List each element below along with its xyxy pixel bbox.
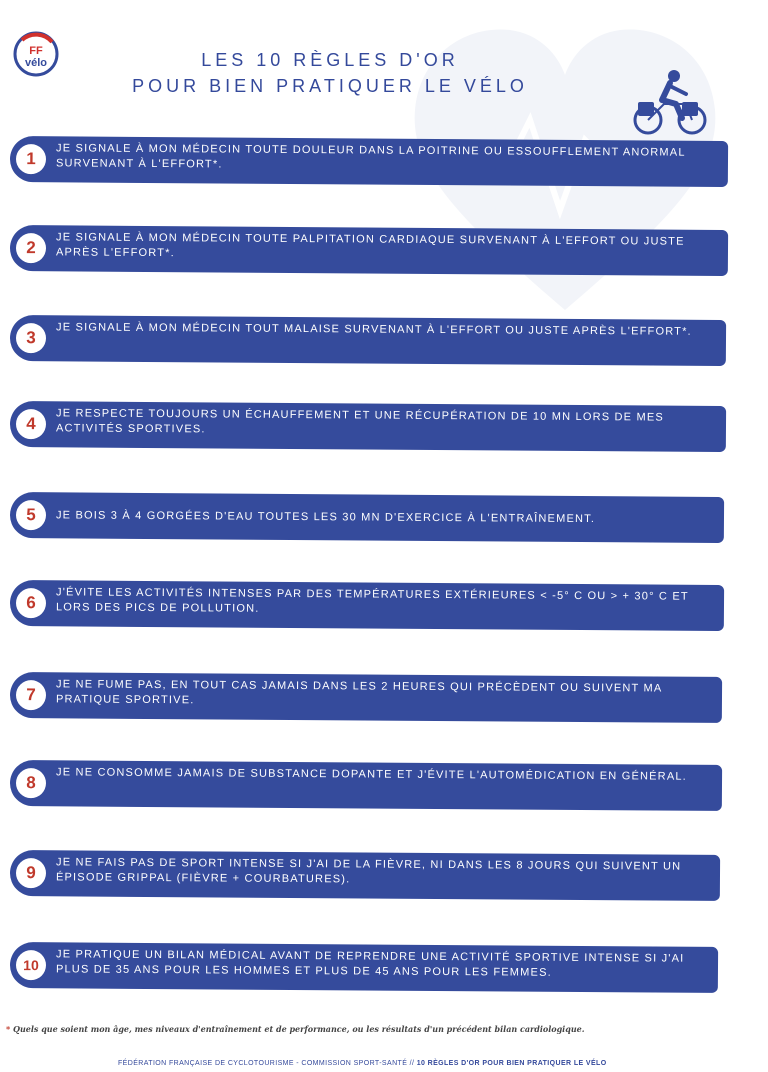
rule-number-badge: 5 [16, 500, 46, 530]
rule-number-badge: 9 [16, 858, 46, 888]
rule-text: JE NE FAIS PAS DE SPORT INTENSE SI J'AI DE LA FIÈVRE, NI DANS LES 8 JOURS QUI SUIVENT UN ÉPISODE GRIPPAL (FIÈVRE + COURBATURES). [55, 856, 682, 886]
page-title-line1: LES 10 RÈGLES D'OR [201, 50, 459, 70]
rule-item-7 [10, 672, 722, 723]
logo-bottom-text: vélo [24, 57, 48, 69]
rule-item-8 [10, 760, 722, 811]
rule-number-badge: 4 [16, 409, 46, 439]
rule-number-badge: 8 [16, 768, 46, 798]
footnote-star: * [6, 1024, 11, 1034]
footnote [6, 1024, 746, 1034]
footer-separator: // [409, 1060, 415, 1067]
rule-text: JE NE CONSOMME JAMAIS DE SUBSTANCE DOPANTE ET J'ÉVITE L'AUTOMÉDICATION EN GÉNÉRAL. [56, 766, 687, 783]
rule-text: JE SIGNALE À MON MÉDECIN TOUTE DOULEUR DANS LA POITRINE OU ESSOUFFLEMENT ANORMAL SURVENANT À L'EFFORT*. [55, 142, 686, 171]
rule-item-3 [10, 315, 726, 366]
rule-item-10 [10, 942, 718, 993]
rule-number-badge: 10 [16, 950, 46, 980]
page-footer [118, 1060, 738, 1067]
rule-text: JE RESPECTE TOUJOURS UN ÉCHAUFFEMENT ET UNE RÉCUPÉRATION DE 10 MN LORS DE MES ACTIVITÉS SPORTIVES. [55, 407, 664, 436]
rule-text: JE NE FUME PAS, EN TOUT CAS JAMAIS DANS LES 2 HEURES QUI PRÉCÈDENT OU SUIVENT MA PRATIQUE SPORTIVE. [55, 678, 662, 707]
rule-item-1 [10, 136, 728, 187]
rule-number-badge: 2 [16, 233, 46, 263]
rule-number-badge: 3 [16, 323, 46, 353]
rule-text: JE PRATIQUE UN BILAN MÉDICAL AVANT DE REPRENDRE UNE ACTIVITÉ SPORTIVE INTENSE SI J'AI PLUS DE 35 ANS POUR LES HOMMES ET PLUS DE 45 ANS POUR LES FEMMES. [55, 948, 685, 979]
rule-text: JE SIGNALE À MON MÉDECIN TOUT MALAISE SURVENANT À L'EFFORT OU JUSTE APRÈS L'EFFORT*. [56, 321, 692, 338]
cyclist-icon [630, 66, 710, 138]
rule-item-4 [10, 401, 726, 452]
footnote-text: Quels que soient mon âge, mes niveaux d'entraînement et de performance, ou les résultats d'un précédent bilan cardiologique. [12, 1024, 585, 1034]
logo-top-text: FF [29, 45, 43, 57]
rule-item-6 [10, 580, 724, 631]
rule-number-badge: 7 [16, 680, 46, 710]
rule-item-9 [10, 850, 720, 901]
rule-item-5 [10, 492, 724, 543]
rule-item-2 [10, 225, 728, 276]
footer-document-title: 10 RÈGLES D'OR POUR BIEN PRATIQUER LE VÉLO [416, 1060, 607, 1067]
rule-text: JE BOIS 3 À 4 GORGÉES D'EAU TOUTES LES 30 MN D'EXERCICE À L'ENTRAÎNEMENT. [55, 509, 596, 526]
page-title-line2: POUR BIEN PRATIQUER LE VÉLO [132, 76, 528, 96]
rule-number-badge: 6 [16, 588, 46, 618]
rule-text: JE SIGNALE À MON MÉDECIN TOUTE PALPITATION CARDIAQUE SURVENANT À L'EFFORT OU JUSTE APRÈS L'EFFORT*. [55, 231, 685, 260]
rule-number-badge: 1 [16, 144, 46, 174]
rule-text: J'ÉVITE LES ACTIVITÉS INTENSES PAR DES TEMPÉRATURES EXTÉRIEURES < -5° C OU > + 30° C ET LORS DES PICS DE POLLUTION. [55, 586, 689, 615]
ffvelo-logo [12, 30, 60, 78]
footer-organization: FÉDÉRATION FRANÇAISE DE CYCLOTOURISME - COMMISSION SPORT-SANTÉ [118, 1060, 408, 1067]
